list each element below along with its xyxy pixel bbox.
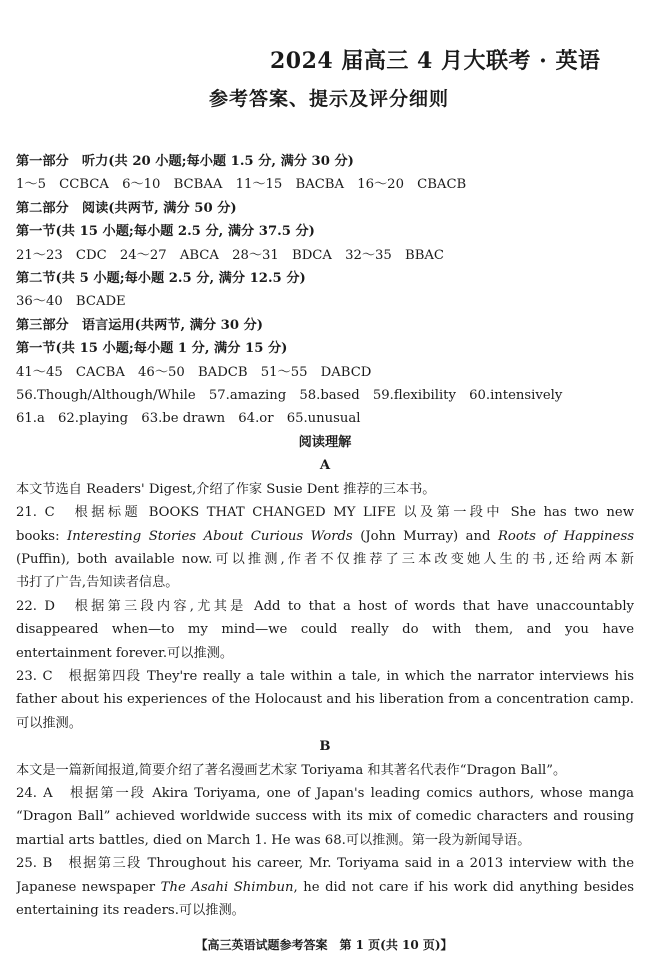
q22-line3: entertainment forever.可以推测。 (16, 645, 234, 661)
passage-b-label: B (319, 739, 331, 755)
q21-book-title-2: Roots of Happiness (497, 528, 634, 544)
passage-a-intro: 本文节选自 Readers' Digest,介绍了作家 Susie Dent 推荐的三本书。 (16, 481, 436, 497)
reading-heading: 阅读理解 (298, 434, 352, 450)
page-title: 2024 届高三 4 月大联考 · 英语 (270, 48, 601, 74)
part3-section1-answers: 41～45 CACBA 46～50 BADCB 51～55 DABCD (16, 364, 372, 380)
part3-section2-answers-line1: 56.Though/Although/While 57.amazing 58.based 59.flexibility 60.intensively (16, 388, 563, 404)
q24-line2: “Dragon Ball” achieved worldwide success with its mix of comedic characters and rousing (16, 809, 634, 825)
page-subtitle: 参考答案、提示及评分细则 (208, 88, 449, 110)
passage-a-label: A (319, 458, 331, 474)
q24-line1: 24. A 根据第一段 Akira Toriyama, one of Japan's leading comics authors, whose manga (16, 785, 634, 801)
q25-line2-text-b: , he did not care if his work did anything besides (293, 879, 634, 895)
page-footer: 【高三英语试题参考答案 第 1 页(共 10 页)】 (195, 938, 453, 952)
q23-line1: 23. C 根据第四段 They're really a tale within a tale, in which the narrator interviews his (16, 668, 634, 684)
q25-line2 (16, 876, 634, 899)
answer-content (16, 150, 634, 922)
part2-section2-heading: 第二节(共 5 小题;每小题 2.5 分, 满分 12.5 分) (16, 271, 306, 287)
q21-line3: (Puffin), both available now.可以推测,作者不仅推荐了三本改变她人生的书,还给两本新 (16, 551, 634, 567)
q25-line3: entertaining its readers.可以推测。 (16, 903, 245, 918)
q21-line1: 21. C 根据标题 BOOKS THAT CHANGED MY LIFE 以及第一段中 She has two new (16, 505, 634, 521)
part3-heading: 第三部分 语言运用(共两节, 满分 30 分) (16, 317, 264, 333)
part2-heading: 第二部分 阅读(共两节, 满分 50 分) (16, 200, 237, 216)
q22-line2: disappeared when—to my mind—we could really do with them, and you have (16, 622, 634, 638)
q21-line2-text-a: books: (16, 528, 68, 544)
part2-section1-answers: 21～23 CDC 24～27 ABCA 28～31 BDCA 32～35 BBAC (16, 247, 445, 263)
q23-line2: father about his experiences of the Holocaust and his liberation from a concentration camp. (16, 692, 634, 708)
q25-line2-text-a: Japanese newspaper (16, 879, 161, 895)
q21-line4: 书打了广告,告知读者信息。 (16, 575, 179, 591)
q25-newspaper-title: The Asahi Shimbun (160, 879, 294, 895)
part1-heading: 第一部分 听力(共 20 小题;每小题 1.5 分, 满分 30 分) (16, 154, 354, 169)
part3-section1-heading: 第一节(共 15 小题;每小题 1 分, 满分 15 分) (16, 341, 288, 357)
q25-line1: 25. B 根据第三段 Throughout his career, Mr. Toriyama said in a 2013 interview with the (16, 856, 634, 872)
part3-section2-answers-line2: 61.a 62.playing 63.be drawn 64.or 65.unusual (16, 411, 361, 427)
part2-section2-answers: 36～40 BCADE (16, 294, 126, 310)
passage-b-intro: 本文是一篇新闻报道,简要介绍了著名漫画艺术家 Toriyama 和其著名代表作“Dragon Ball”。 (16, 762, 567, 778)
q24-line3: martial arts battles, died on March 1. He was 68.可以推测。第一段为新闻导语。 (16, 832, 531, 848)
q21-book-title-1: Interesting Stories About Curious Words (67, 528, 353, 544)
q21-line2-text-b: (John Murray) and (352, 528, 498, 544)
part1-answers: 1～5 CCBCA 6～10 BCBAA 11～15 BACBA 16～20 CBACB (16, 177, 467, 193)
q21-line2 (16, 525, 634, 548)
q23-line3: 可以推测。 (16, 715, 82, 731)
part2-section1-heading: 第一节(共 15 小题;每小题 2.5 分, 满分 37.5 分) (16, 224, 315, 240)
q22-line1: 22. D 根据第三段内容,尤其是 Add to that a host of words that have unaccountably (16, 598, 634, 614)
